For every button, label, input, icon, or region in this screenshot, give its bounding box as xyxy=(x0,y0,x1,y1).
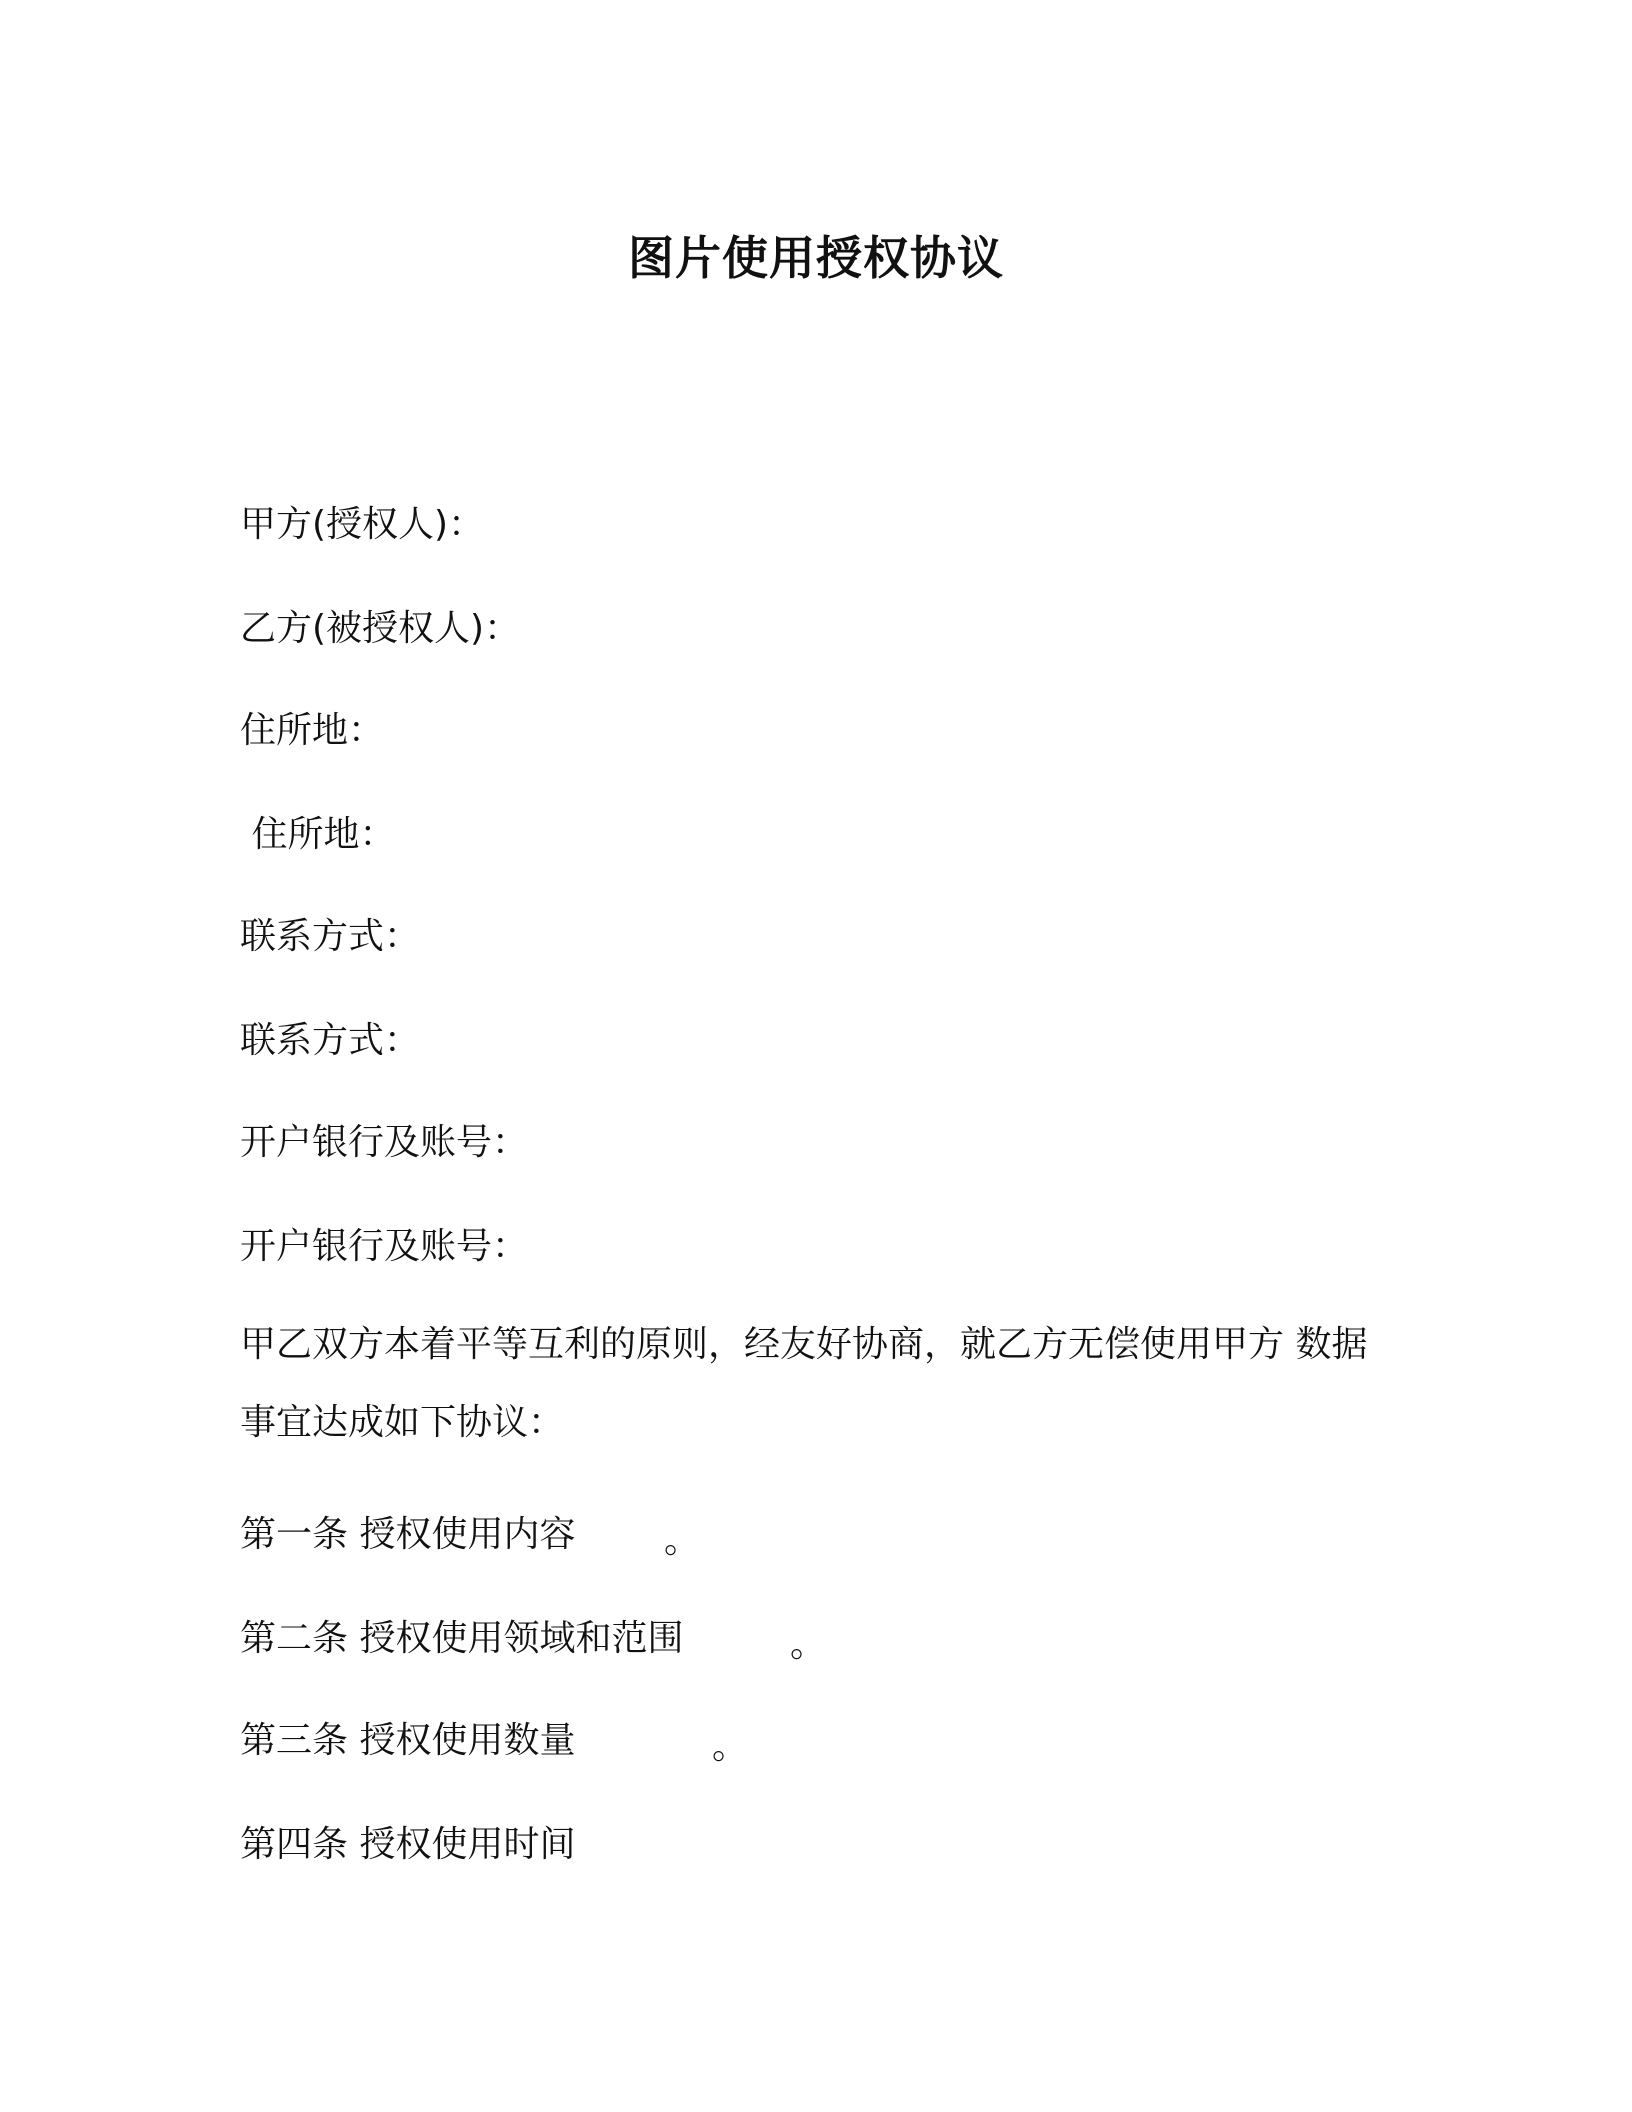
document-title: 图片使用授权协议 xyxy=(628,231,1004,285)
agreement-intro: 甲乙双方本着平等互利的原则，经友好协商，就乙方无偿使用甲方 数据事宜达成如下协议： xyxy=(240,1324,1368,1443)
article-1-period: 。 xyxy=(664,1520,701,1561)
bank-a-label: 开户银行及账号： xyxy=(240,1122,529,1163)
article-2: 第二条 授权使用领域和范围 xyxy=(240,1618,684,1659)
address-b-label: 住所地： xyxy=(240,814,396,855)
article-3-period: 。 xyxy=(712,1726,749,1767)
contact-b-label: 联系方式： xyxy=(240,1020,421,1061)
party-a-label: 甲方(授权人)： xyxy=(240,504,485,545)
article-3: 第三条 授权使用数量 xyxy=(240,1720,576,1761)
article-4: 第四条 授权使用时间 xyxy=(240,1824,576,1865)
address-a-label: 住所地： xyxy=(240,710,385,751)
article-2-period: 。 xyxy=(790,1624,827,1665)
bank-b-label: 开户银行及账号： xyxy=(240,1226,529,1267)
contact-a-label: 联系方式： xyxy=(240,916,421,957)
article-1: 第一条 授权使用内容 xyxy=(240,1514,576,1555)
party-b-label: 乙方(被授权人)： xyxy=(240,608,521,649)
